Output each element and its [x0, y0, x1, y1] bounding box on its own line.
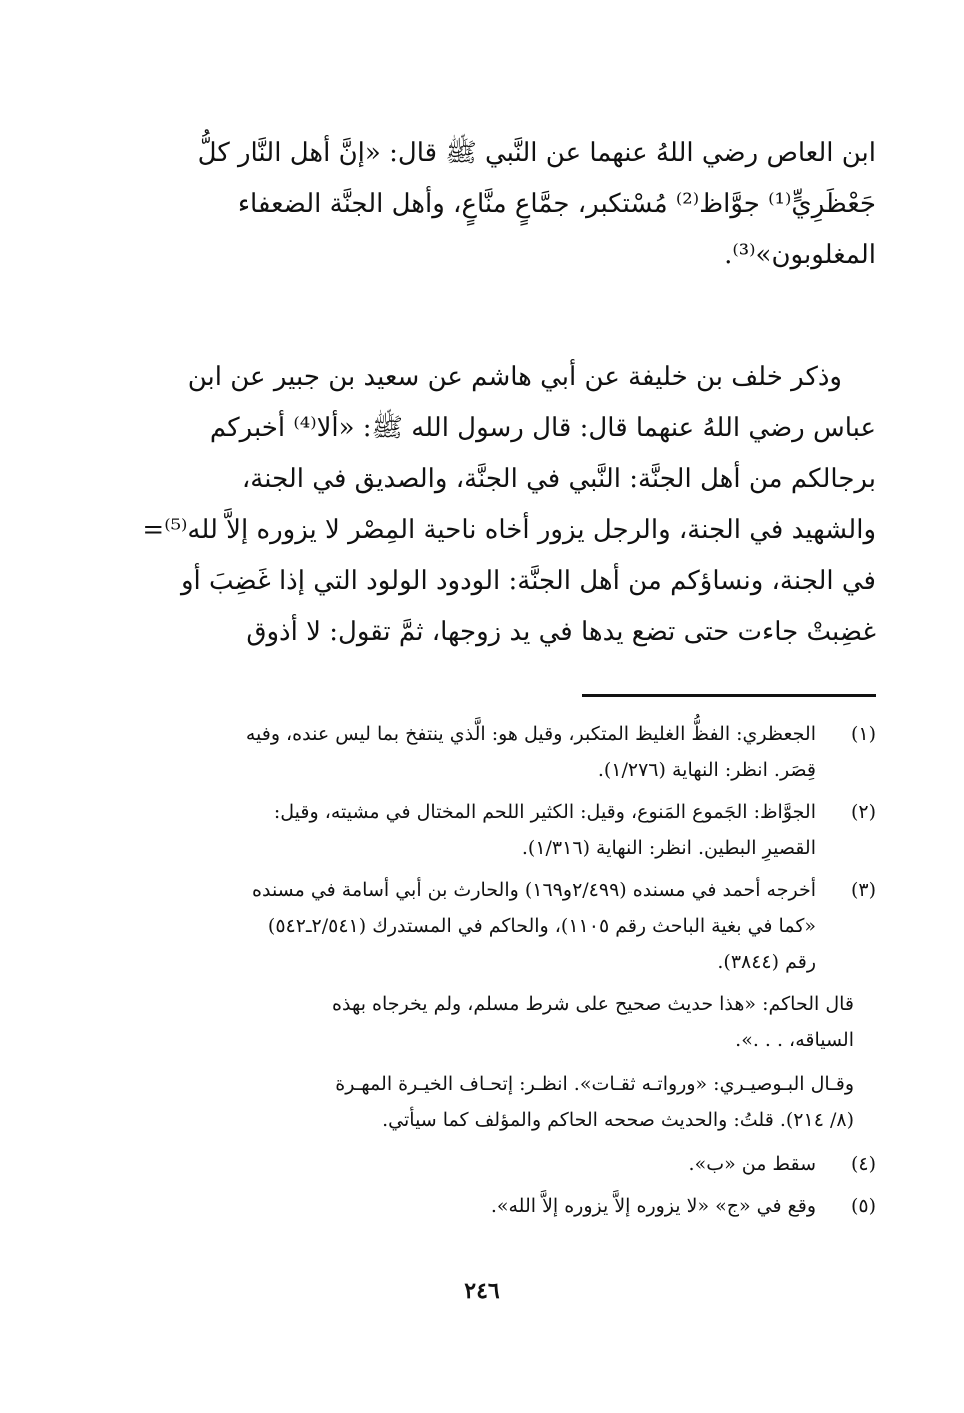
text-line: غضِبتْ جاءت حتى تضع يدها في يد زوجها، ثمَّ تقول: لا أذوق	[246, 617, 876, 647]
footnote-line: «كما في بغية الباحث رقم ١١٠٥)، والحاكم في المستدرك (٢/٥٤١ـ٥٤٢)	[267, 915, 816, 937]
footnote-line: قال الحاكم: «هذا حديث صحيح على شرط مسلم، ولم يخرجاه بهذه	[332, 993, 854, 1015]
text-line: وذكر خلف بن خليفة عن أبي هاشم عن سعيد بن جبير عن ابن	[187, 362, 842, 392]
footnote-line: (٨/ ٢١٤). قلتُ: والحديث صححه الحاكم والمؤلف كما سيأتي.	[382, 1109, 854, 1131]
text-line: في الجنة، ونساؤكم من أهل الجنَّة: الودود الولود التي إذا غَضِبَ أو	[180, 566, 876, 596]
footnote-line: سقط من «ب».	[688, 1153, 816, 1175]
footnotes	[88, 716, 876, 1230]
footnote-line: رقم (٣٨٤٤).	[717, 951, 816, 973]
text-line: ابن العاص رضي اللهُ عنهما عن النَّبي ﷺ قال: «إنَّ أهل النَّار كلُّ	[197, 138, 876, 168]
footnote-line: أخرجه أحمد في مسنده (٢/٤٩٩و١٦٩) والحارث بن أبي أسامة في مسنده	[252, 879, 816, 901]
footnote-number: (٢)	[850, 801, 876, 823]
footnote-line: وقع في «ج» «لا يزوره إلاَّ يزوره إلاَّ الله».	[490, 1195, 816, 1217]
intro-text	[88, 128, 876, 281]
footnote-line: الجعظري: الفظُّ الغليظ المتكبر، وقيل هو: الَّذي ينتفخ بما ليس عنده، وفيه	[245, 723, 816, 745]
footnote-line: وقـال البـوصيـري: «ورواتـه ثقـات». انظـر: إتحـاف الخيـرة المهـرة	[335, 1073, 854, 1095]
footnote-5	[88, 1188, 876, 1224]
text-line: برجالكم من أهل الجنَّة: النَّبي في الجنَّة، والصديق في الجنة،	[241, 464, 876, 494]
text-line: المغلوبون»⁽³⁾.	[724, 240, 876, 270]
footnote-number: (١)	[850, 723, 876, 745]
footnote-1	[88, 716, 876, 788]
footnote-number: (٣)	[850, 879, 876, 901]
footnote-line: السياقه، . . .».	[735, 1029, 854, 1051]
footnote-3	[88, 872, 876, 980]
footnote-line: الجوَّاظ: الجَموع المَنوع، وقيل: الكثير اللحم المختال في مشيته، وقيل:	[273, 801, 816, 823]
page-number: ٢٤٦	[464, 1278, 500, 1304]
footnote-3-hakim-comment	[88, 986, 876, 1058]
footnote-2	[88, 794, 876, 866]
footnote-separator	[582, 694, 876, 697]
hadith-paragraph	[88, 352, 876, 658]
footnote-3-busiri-comment	[88, 1066, 876, 1138]
text-line: جَعْظَرِيٍّ⁽¹⁾ جوَّاظ⁽²⁾ مُسْتكبر، جمَّاعٍ منَّاعٍ، وأهل الجنَّة الضعفاء	[237, 189, 876, 219]
text-line: عباس رضي اللهُ عنهما قال: قال رسول الله ﷺ: «ألا⁽⁴⁾ أخبركم	[209, 413, 876, 443]
footnote-line: القصيرِ البطين. انظر: النهاية (١/٣١٦).	[521, 837, 816, 859]
footnote-number: (٥)	[850, 1195, 876, 1217]
footnote-number: (٤)	[850, 1153, 876, 1175]
footnote-line: قِصَر. انظر: النهاية (١/٢٧٦).	[597, 759, 816, 781]
footnote-4	[88, 1146, 876, 1182]
text-line: والشهيد في الجنة، والرجل يزور أخاه ناحية المِصْر لا يزوره إلاَّ لله⁽⁵⁾=	[142, 515, 876, 545]
